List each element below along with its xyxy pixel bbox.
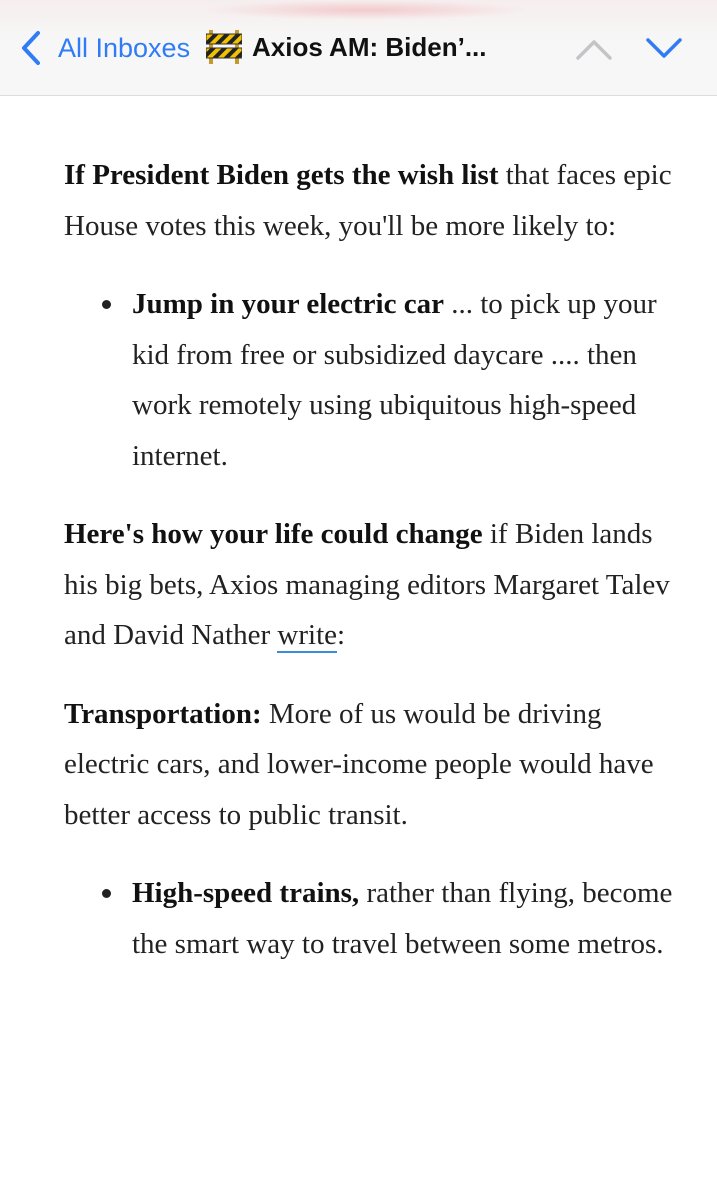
back-button[interactable] <box>18 26 190 70</box>
paragraph-transportation <box>64 689 674 841</box>
list-item-text: ... to pick up your kid from free or subsidized daycare .... then work remotely using ubiquitous high-speed internet. <box>132 288 657 472</box>
paragraph-text: that faces epic House votes this week, you'll be more likely to: <box>64 159 672 242</box>
email-body <box>64 150 674 997</box>
email-subject-title <box>206 30 487 64</box>
bullet-list <box>64 868 674 969</box>
list-item <box>132 279 674 481</box>
navigation-bar <box>0 0 717 96</box>
bullet-list <box>64 279 674 481</box>
bold-lead: Here's how your life could change <box>64 518 483 550</box>
paragraph-text: More of us would be driving electric cars, and lower-income people would have better access to public transit. <box>64 697 654 831</box>
bold-lead: High-speed trains, <box>132 877 360 909</box>
paragraph-tail: : <box>337 619 346 651</box>
chevron-up-icon <box>574 30 614 66</box>
back-label: All Inboxes <box>58 32 191 63</box>
paragraph-intro <box>64 150 674 251</box>
write-link[interactable]: write <box>277 619 337 651</box>
construction-sign-icon <box>206 30 242 64</box>
list-item-text: rather than flying, become the smart way to travel between some metros. <box>132 877 673 960</box>
next-message-button[interactable] <box>644 30 684 66</box>
subject-text: Axios AM: Biden’... <box>252 31 487 62</box>
previous-message-button[interactable] <box>574 30 614 66</box>
paragraph-text: if Biden lands his big bets, Axios managing editors Margaret Talev and David Nather <box>64 518 670 651</box>
list-item <box>132 868 674 969</box>
chevron-left-icon <box>18 28 48 68</box>
status-glow <box>200 0 530 20</box>
bold-lead: Jump in your electric car <box>132 288 444 320</box>
chevron-down-icon <box>644 30 684 66</box>
bold-lead: If President Biden gets the wish list <box>64 159 499 191</box>
bold-lead: Transportation: <box>64 697 262 730</box>
paragraph-life-change <box>64 509 674 661</box>
